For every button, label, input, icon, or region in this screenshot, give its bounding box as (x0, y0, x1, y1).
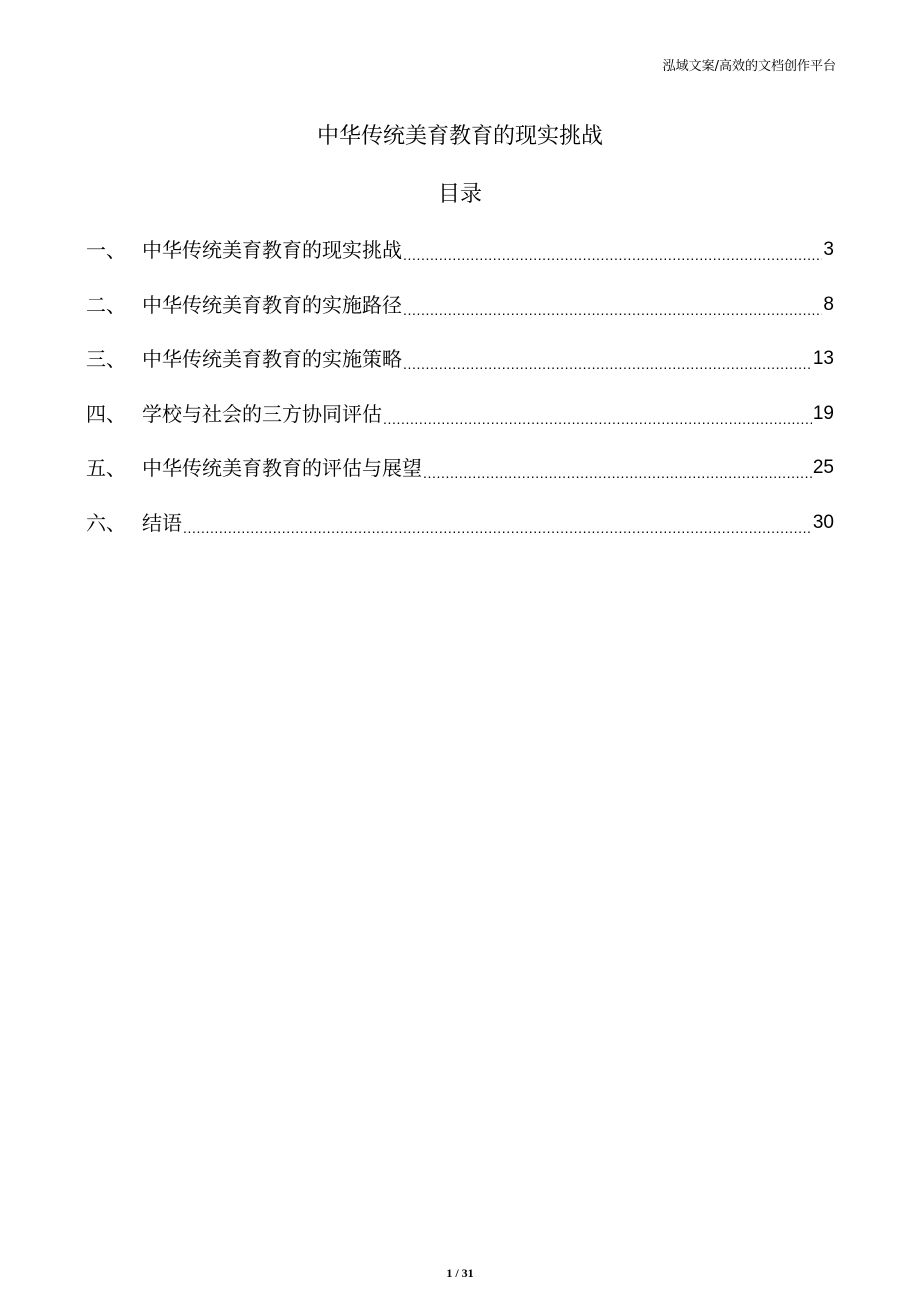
toc-dot-leader (403, 291, 822, 319)
header-brand-text: 泓域文案/高效的文档创作平台 (662, 59, 836, 74)
toc-entry-page: 30 (812, 511, 834, 533)
toc-entry-text: 结语 (142, 510, 182, 535)
toc-entry-text: 中华传统美育教育的现实挑战 (142, 238, 402, 262)
toc-entry-number: 二、 (86, 292, 126, 317)
toc-entry-text: 学校与社会的三方协同评估 (142, 401, 382, 426)
toc-entry-text: 中华传统美育教育的评估与展望 (142, 456, 422, 481)
toc-entry-1[interactable] (86, 236, 834, 264)
toc-entry-3[interactable] (86, 345, 834, 373)
toc-entry-text: 中华传统美育教育的实施策略 (142, 347, 402, 372)
toc-entry-number: 四、 (86, 401, 126, 426)
toc-entry-text: 中华传统美育教育的实施路径 (142, 292, 402, 317)
toc-entry-page: 13 (812, 348, 834, 370)
table-of-contents (86, 236, 834, 564)
document-title: 中华传统美育教育的现实挑战 (316, 124, 603, 149)
toc-entry-page: 3 (823, 239, 834, 260)
toc-entry-number: 五、 (86, 456, 126, 481)
toc-entry-number: 六、 (86, 510, 126, 535)
toc-dot-leader (403, 236, 822, 264)
toc-entry-page: 25 (812, 457, 834, 479)
toc-dot-leader (423, 454, 812, 482)
toc-entry-number: 一、 (86, 238, 126, 262)
toc-entry-5[interactable] (86, 454, 834, 482)
page-indicator: 1 / 31 (446, 1266, 474, 1280)
toc-entry-4[interactable] (86, 400, 834, 428)
toc-heading: 目录 (437, 182, 482, 207)
toc-dot-leader (403, 345, 812, 373)
toc-entry-page: 19 (812, 402, 834, 424)
toc-entry-6[interactable] (86, 509, 834, 537)
toc-entry-page: 8 (823, 293, 834, 315)
toc-dot-leader (383, 400, 812, 428)
toc-entry-2[interactable] (86, 291, 834, 319)
toc-entry-number: 三、 (86, 347, 126, 372)
toc-dot-leader (183, 509, 812, 537)
